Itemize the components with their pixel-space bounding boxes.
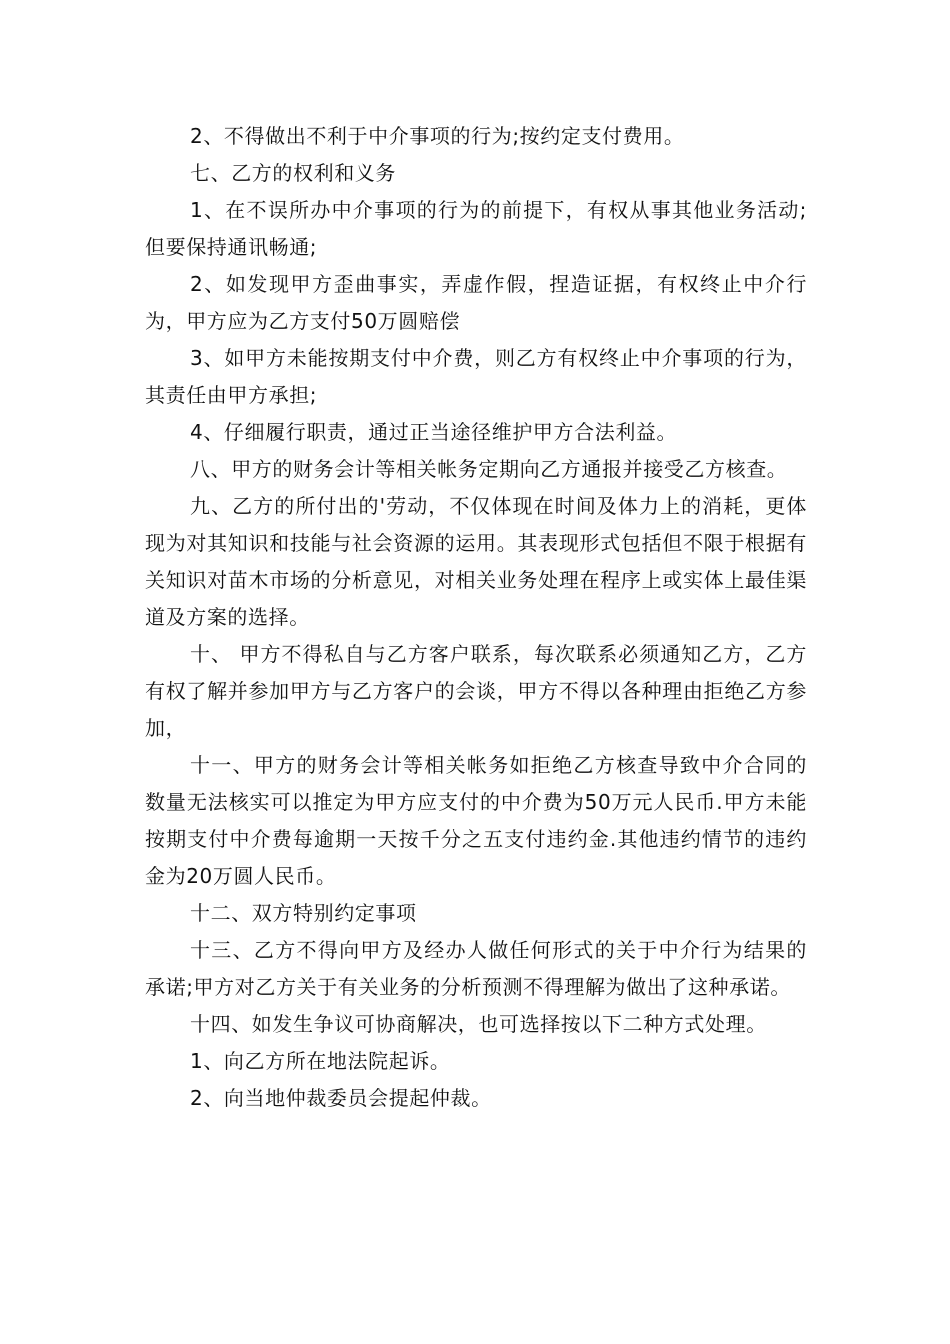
section-14-paragraph: 十四、如发生争议可协商解决，也可选择按以下二种方式处理。 [190, 1012, 767, 1036]
clause-7-item-3: 3、如甲方未能按期支付中介费，则乙方有权终止中介事项的行为，其责任由甲方承担; [145, 346, 807, 407]
clause-7-item-2: 2、如发现甲方歪曲事实，弄虚作假，捏造证据，有权终止中介行为，甲方应为乙方支付50万圆赔偿 [145, 272, 807, 333]
clause-7-item-1: 1、在不误所办中介事项的行为的前提下，有权从事其他业务活动;但要保持通讯畅通; [145, 198, 807, 259]
clause-14-item-1: 1、向乙方所在地法院起诉。 [190, 1049, 451, 1073]
document-body [145, 118, 807, 1117]
section-10-paragraph: 十、 甲方不得私自与乙方客户联系，每次联系必须通知乙方，乙方有权了解并参加甲方与乙方客户的会谈，甲方不得以各种理由拒绝乙方参加， [145, 642, 807, 740]
section-12-heading: 十二、双方特别约定事项 [190, 901, 417, 925]
clause-6-item-2: 2、不得做出不利于中介事项的行为;按约定支付费用。 [190, 124, 685, 148]
section-9-paragraph: 九、乙方的所付出的'劳动，不仅体现在时间及体力上的消耗，更体现为对其知识和技能与社会资源的运用。其表现形式包括但不限于根据有关知识对苗木市场的分析意见，对相关业务处理在程序上或实体上最佳渠道及方案的选择。 [145, 494, 807, 629]
section-8-paragraph: 八、甲方的财务会计等相关帐务定期向乙方通报并接受乙方核查。 [190, 457, 788, 481]
section-13-paragraph: 十三、乙方不得向甲方及经办人做任何形式的关于中介行为结果的承诺;甲方对乙方关于有关业务的分析预测不得理解为做出了这种承诺。 [145, 938, 807, 999]
clause-14-item-2: 2、向当地仲裁委员会提起仲裁。 [190, 1086, 492, 1110]
section-11-paragraph: 十一、甲方的财务会计等相关帐务如拒绝乙方核查导致中介合同的数量无法核实可以推定为甲方应支付的中介费为50万元人民币.甲方未能按期支付中介费每逾期一天按千分之五支付违约金.其他违约情节的违约金为20万圆人民币。 [145, 753, 807, 888]
section-7-heading: 七、乙方的权利和义务 [190, 161, 396, 185]
clause-7-item-4: 4、仔细履行职责，通过正当途径维护甲方合法利益。 [190, 420, 678, 444]
